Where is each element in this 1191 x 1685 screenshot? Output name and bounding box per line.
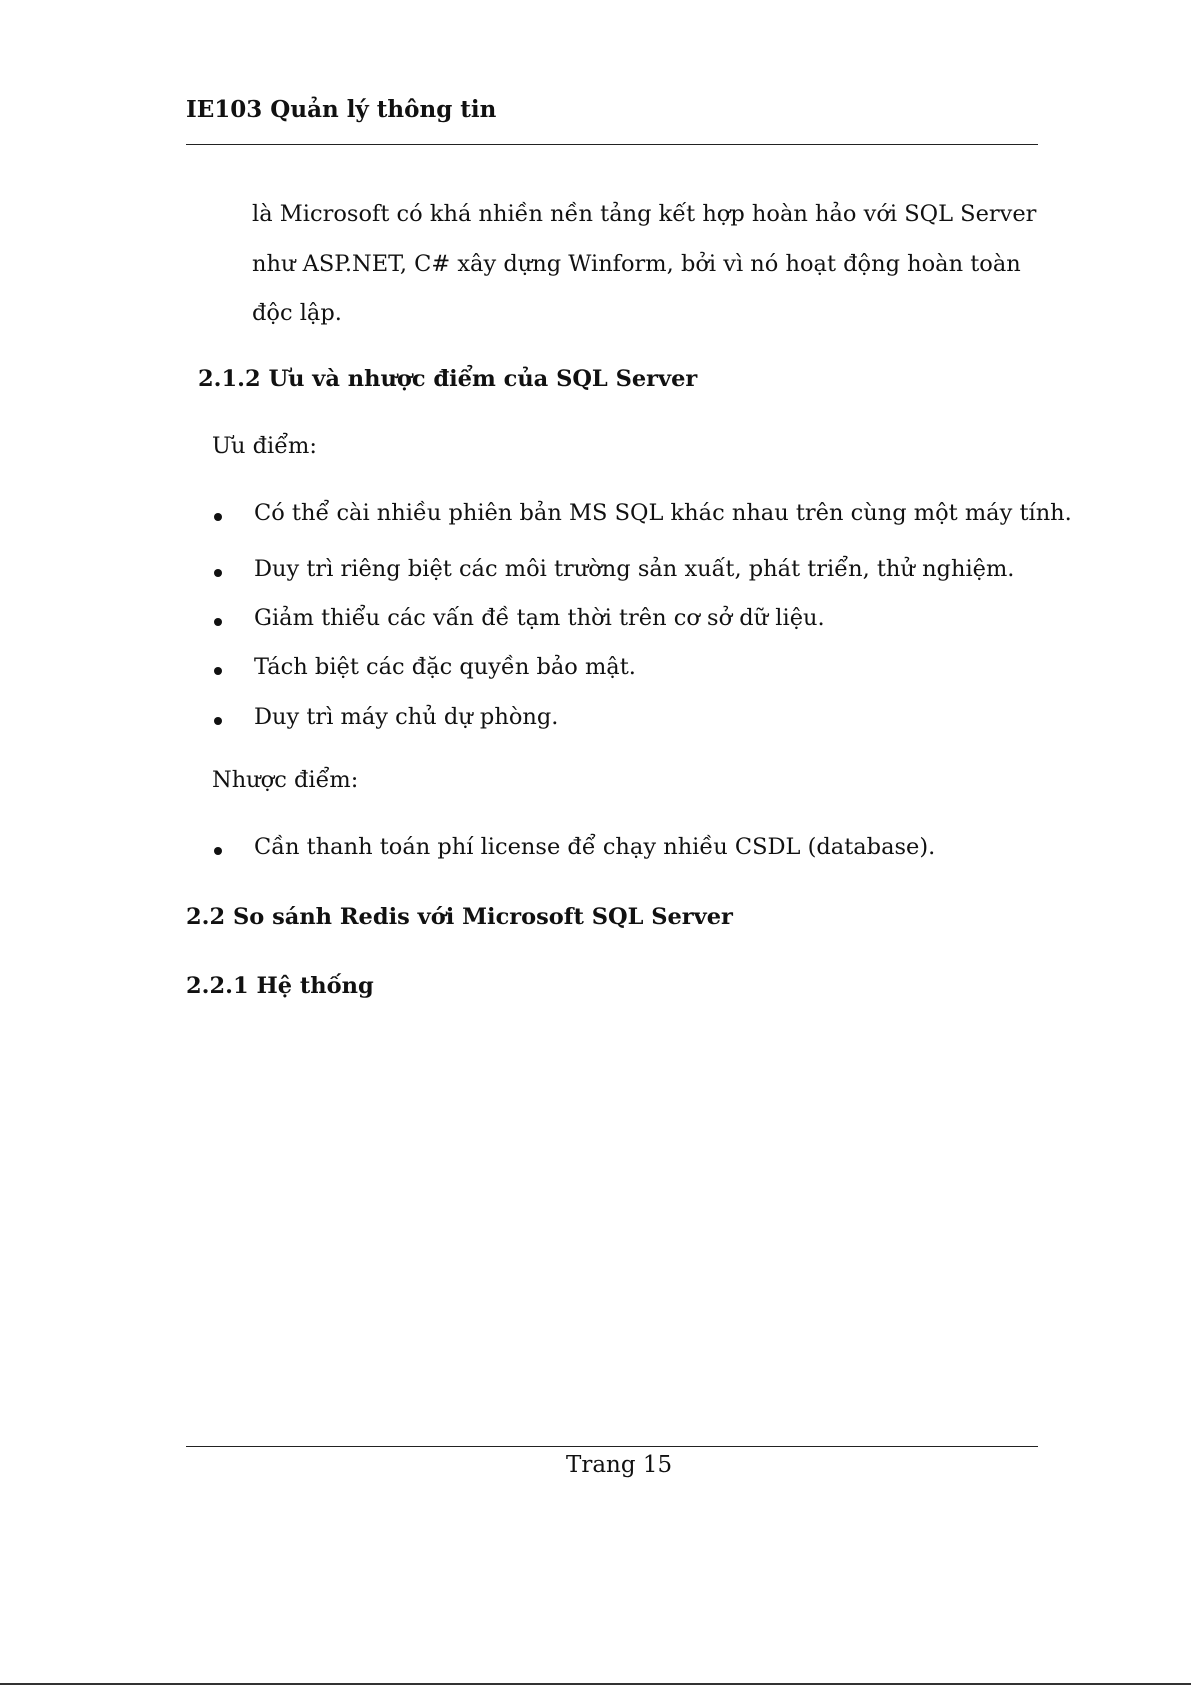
pros-label: Ưu điểm:	[212, 433, 317, 459]
bullet-icon	[214, 513, 222, 521]
intro-paragraph-line: như ASP.NET, C# xây dựng Winform, bởi vì nó hoạt động hoàn toàn	[252, 251, 1021, 277]
section-heading-2-1-2: 2.1.2 Ưu và nhược điểm của SQL Server	[198, 366, 698, 392]
intro-paragraph-line: độc lập.	[252, 300, 342, 326]
list-item: Cần thanh toán phí license để chạy nhiều CSDL (database).	[254, 834, 936, 860]
section-heading-2-2-1: 2.2.1 Hệ thống	[186, 973, 374, 999]
bullet-icon	[214, 717, 222, 725]
list-item: Tách biệt các đặc quyền bảo mật.	[254, 654, 636, 680]
list-item: Duy trì riêng biệt các môi trường sản xuất, phát triển, thử nghiệm.	[254, 556, 1015, 582]
bullet-icon	[214, 847, 222, 855]
footer-divider	[186, 1446, 1038, 1447]
list-item: Có thể cài nhiều phiên bản MS SQL khác nhau trên cùng một máy tính.	[254, 500, 1072, 526]
intro-paragraph-line: là Microsoft có khá nhiền nền tảng kết hợp hoàn hảo với SQL Server	[252, 201, 1037, 227]
bullet-icon	[214, 667, 222, 675]
list-item: Giảm thiểu các vấn đề tạm thời trên cơ sở dữ liệu.	[254, 605, 825, 631]
list-item: Duy trì máy chủ dự phòng.	[254, 704, 559, 730]
cons-label: Nhược điểm:	[212, 767, 359, 793]
section-heading-2-2: 2.2 So sánh Redis với Microsoft SQL Server	[186, 904, 733, 930]
header-divider	[186, 144, 1038, 145]
bullet-icon	[214, 569, 222, 577]
page-number: Trang 15	[566, 1452, 673, 1478]
bullet-icon	[214, 618, 222, 626]
header-title: IE103 Quản lý thông tin	[186, 96, 497, 123]
